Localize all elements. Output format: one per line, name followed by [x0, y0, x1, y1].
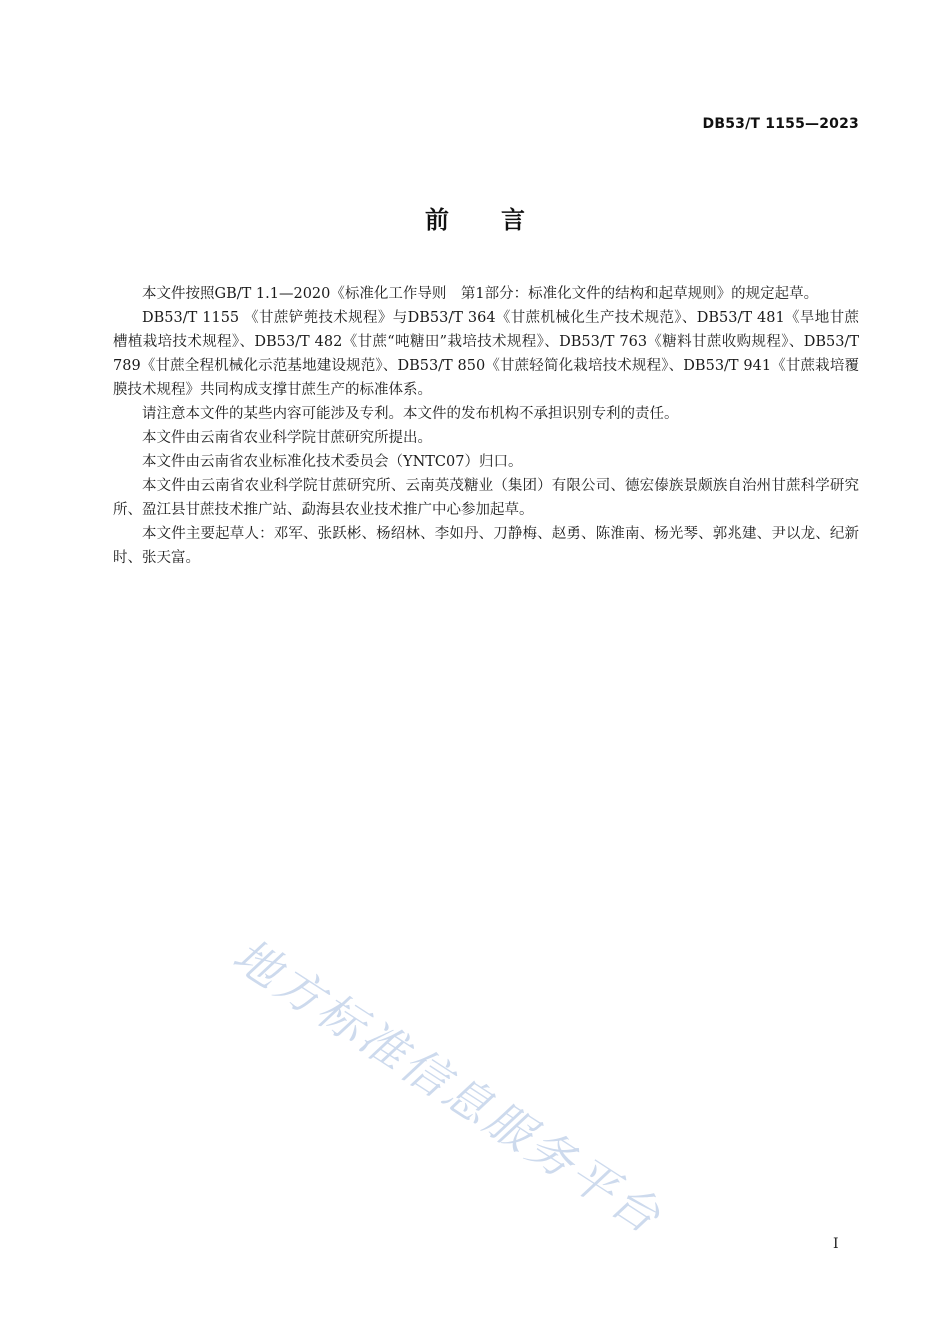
- page-number: I: [833, 1236, 839, 1252]
- paragraph-proposer: 本文件由云南省农业科学院甘蔗研究所提出。: [142, 430, 432, 446]
- paragraph-drafting-rules: 本文件按照GB/T 1.1—2020《标准化工作导则 第1部分：标准化文件的结构和起草规则》的规定起草。: [142, 286, 819, 302]
- foreword-body: [113, 282, 859, 570]
- paragraph-drafting-units: 本文件由云南省农业科学院甘蔗研究所、云南英茂糖业（集团）有限公司、德宏傣族景颇族自治州甘蔗科学研究所、盈江县甘蔗技术推广站、勐海县农业技术推广中心参加起草。: [113, 478, 859, 518]
- document-code: DB53/T 1155—2023: [702, 116, 859, 132]
- paragraph-standard-system: DB53/T 1155 《甘蔗铲蔸技术规程》与DB53/T 364《甘蔗机械化生产技术规范》、DB53/T 481《旱地甘蔗槽植栽培技术规程》、DB53/T 482《甘蔗“吨糖田”栽培技术规程》、DB53/T 763《糖料甘蔗收购规程》、DB53/T 789《甘蔗全程机械化示范基地建设规范》、DB53/T 850《甘蔗轻简化栽培技术规程》、DB53/T 941《甘蔗栽培覆膜技术规程》共同构成支撑甘蔗生产的标准体系。: [113, 310, 859, 398]
- page-title: 前言: [425, 206, 577, 234]
- paragraph-drafters: 本文件主要起草人：邓军、张跃彬、杨绍林、李如丹、刀静梅、赵勇、陈淮南、杨光琴、郭兆建、尹以龙、纪新时、张天富。: [113, 526, 859, 566]
- watermark: 地方标准信息服务平台: [223, 927, 673, 1246]
- paragraph-patent-notice: 请注意本文件的某些内容可能涉及专利。本文件的发布机构不承担识别专利的责任。: [142, 406, 679, 422]
- paragraph-centralized-by: 本文件由云南省农业标准化技术委员会（YNTC07）归口。: [142, 454, 523, 470]
